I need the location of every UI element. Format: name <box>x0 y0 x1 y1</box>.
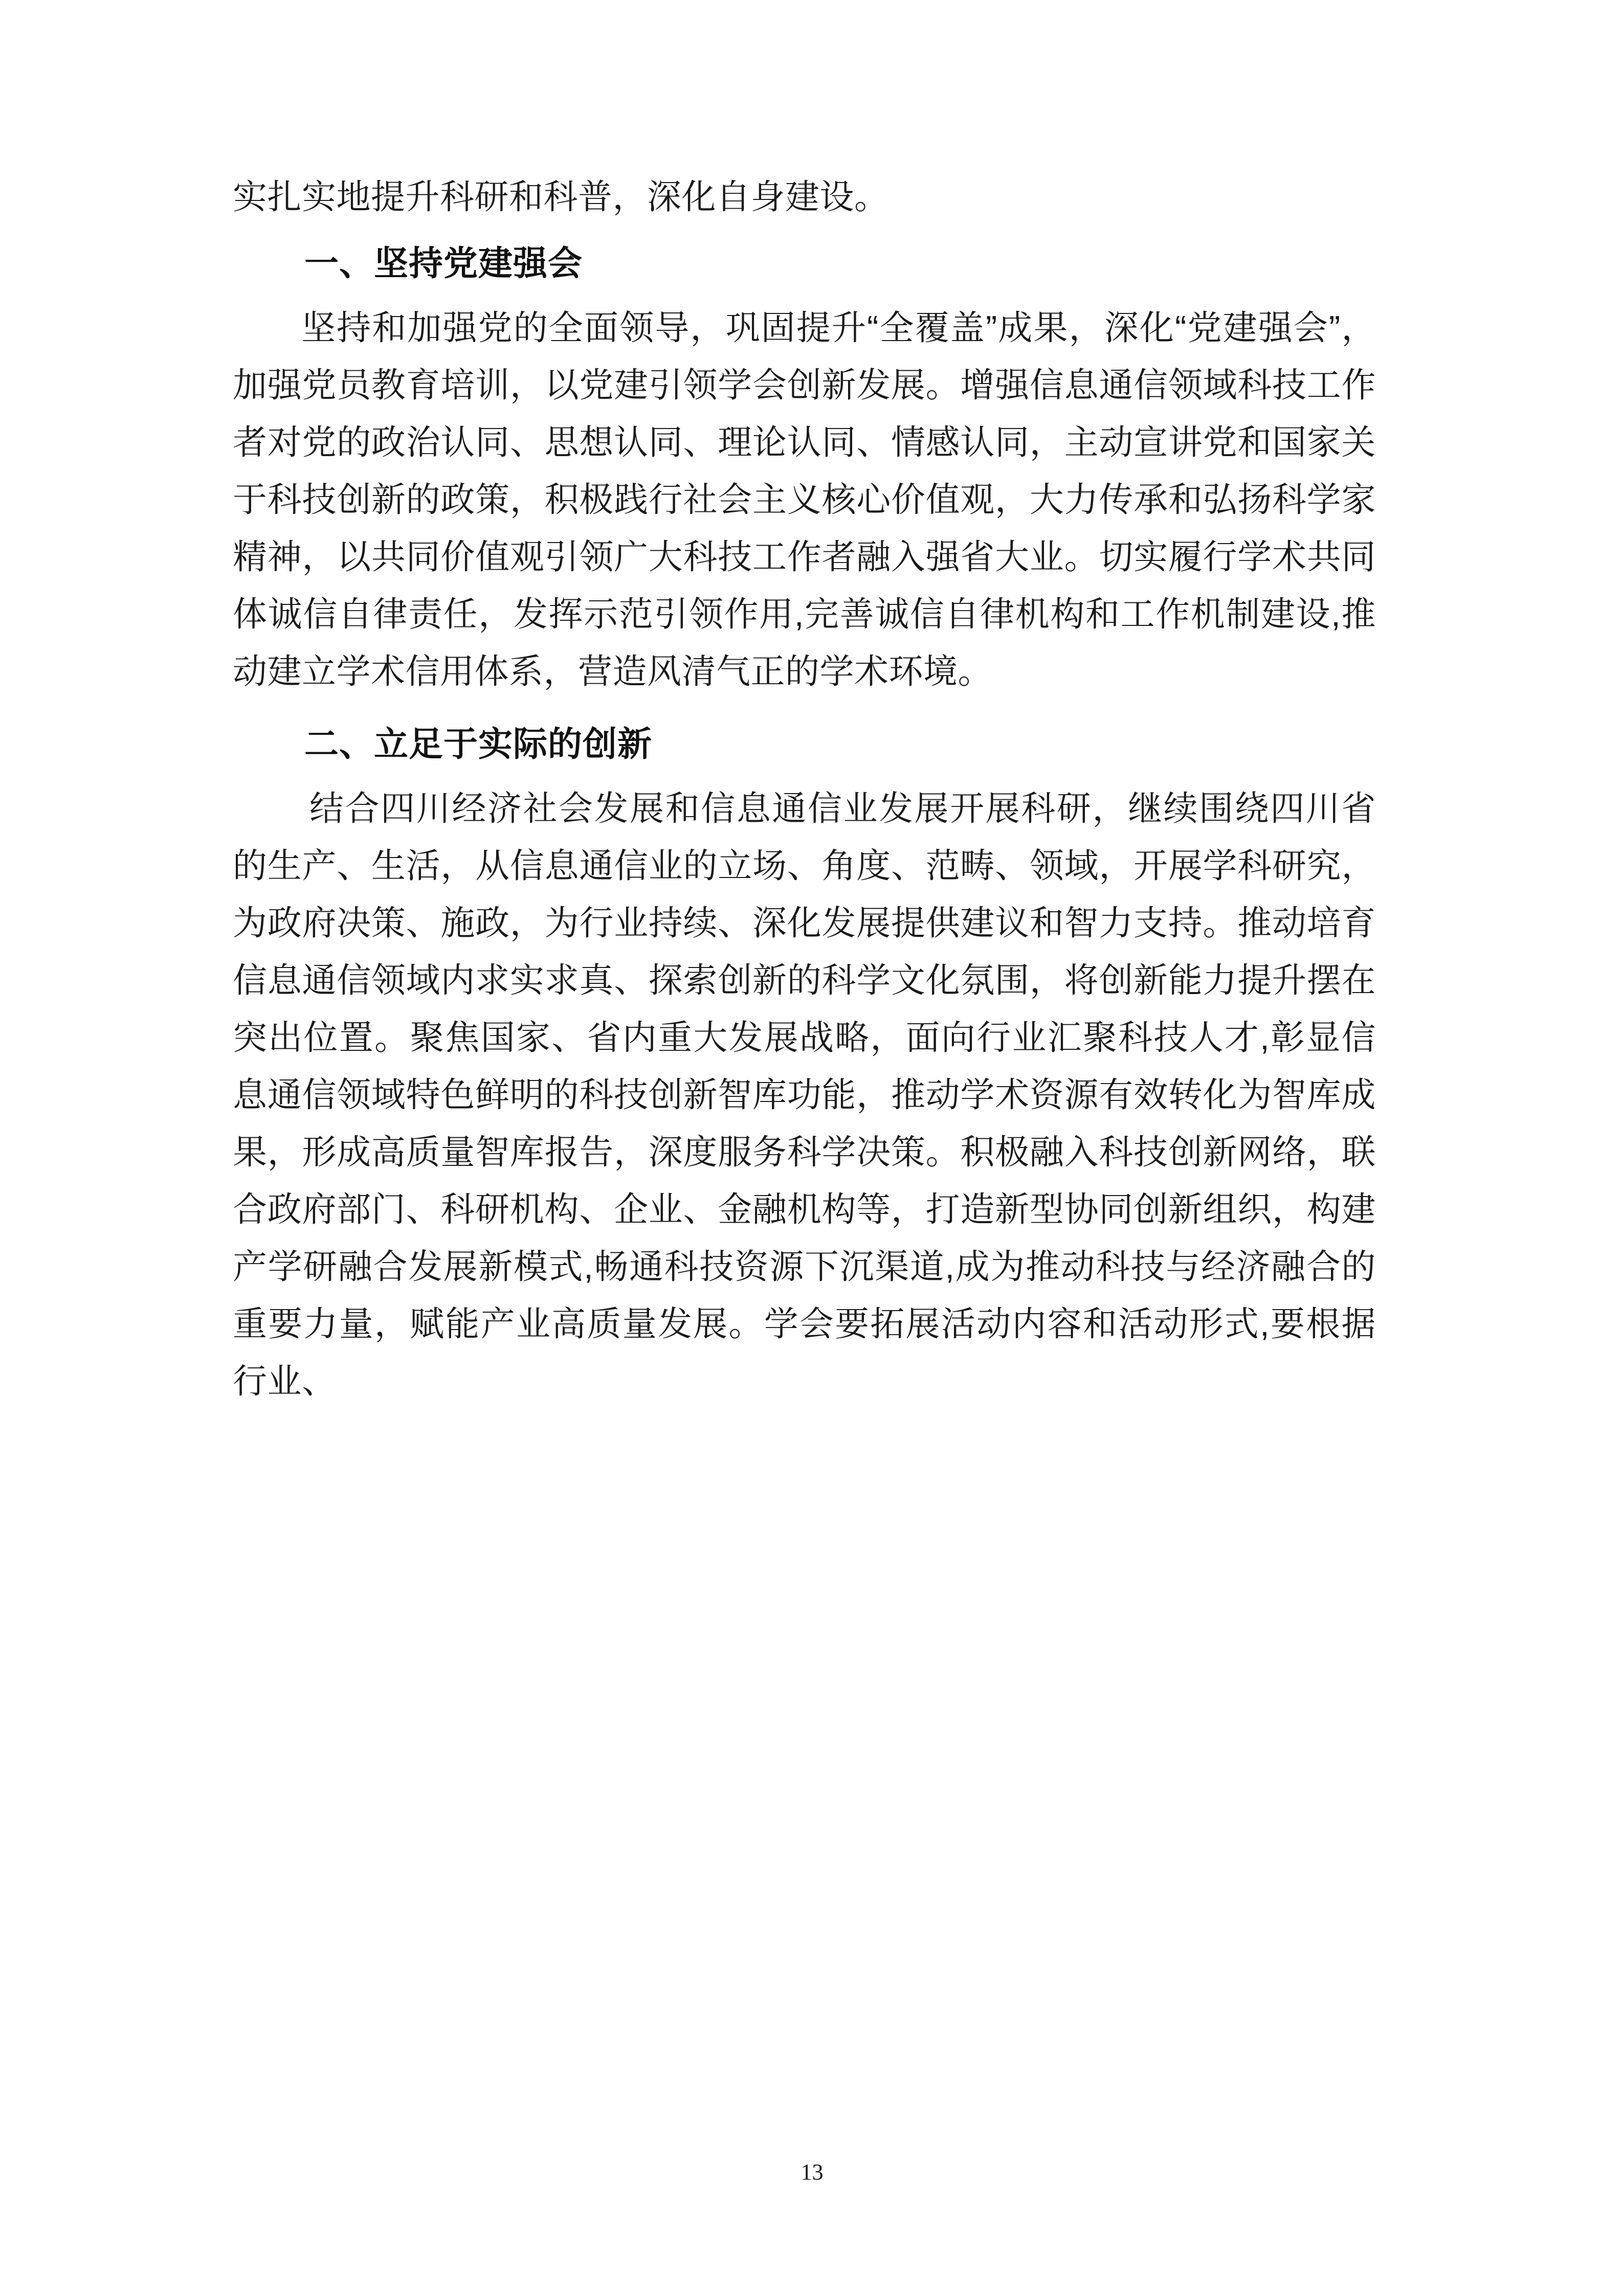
paragraph-party-building: 坚持和加强党的全面领导，巩固提升“全覆盖”成果，深化“党建强会”，加强党员教育培训，以党建引领学会创新发展。增强信息通信领域科技工作者对党的政治认同、思想认同、理论认同、情感认同，主动宣讲党和国家关于科技创新的政策，积极践行社会主义核心价值观，大力传承和弘扬科学家精神，以共同价值观引领广大科技工作者融入强省大业。切实履行学术共同体诚信自律责任，发挥示范引领作用,完善诚信自律机构和工作机制建设,推动建立学术信用体系，营造风清气正的学术环境。 <box>233 309 1376 691</box>
page-content <box>233 169 1376 1410</box>
page-number: 13 <box>800 2159 824 2185</box>
section-heading-one: 一、坚持党建强会 <box>304 244 583 283</box>
paragraph-continuation: 实扎实地提升科研和科普，深化自身建设。 <box>233 178 889 216</box>
section-heading-two: 二、立足于实际的创新 <box>304 725 652 763</box>
paragraph-innovation: 结合四川经济社会发展和信息通信业发展开展科研，继续围绕四川省的生产、生活，从信息通信业的立场、角度、范畴、领域，开展学科研究，为政府决策、施政，为行业持续、深化发展提供建议和智力支持。推动培育信息通信领域内求实求真、探索创新的科学文化氛围，将创新能力提升摆在突出位置。聚焦国家、省内重大发展战略，面向行业汇聚科技人才,彰显信息通信领域特色鲜明的科技创新智库功能，推动学术资源有效转化为智库成果，形成高质量智库报告，深度服务科学决策。积极融入科技创新网络，联合政府部门、科研机构、企业、金融机构等，打造新型协同创新组织，构建产学研融合发展新模式,畅通科技资源下沉渠道,成为推动科技与经济融合的重要力量，赋能产业高质量发展。学会要拓展活动内容和活动形式,要根据行业、 <box>233 790 1376 1401</box>
